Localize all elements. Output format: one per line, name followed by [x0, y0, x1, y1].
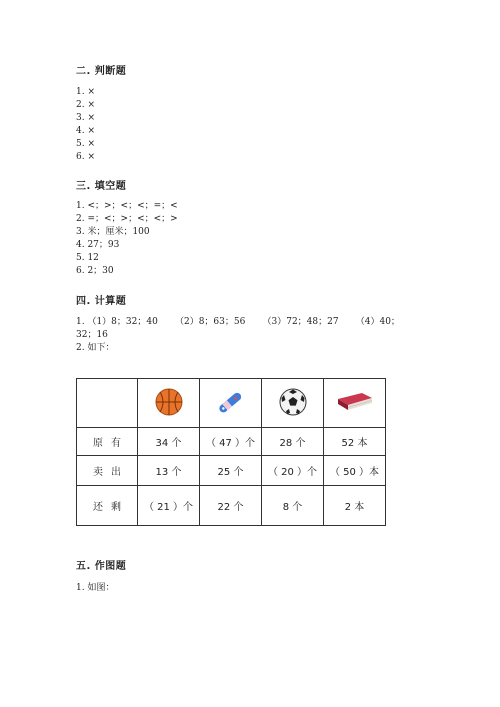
table-cell: （ 47 ）个: [200, 428, 262, 456]
table-cell: 28 个: [262, 428, 324, 456]
answer-line: 1. ×: [76, 87, 95, 97]
row-label: 卖出: [77, 456, 138, 486]
table-cell: 13 个: [138, 456, 200, 486]
answer-line: 2. 如下：: [76, 343, 115, 353]
header-cell: [138, 379, 200, 428]
header-cell: [200, 379, 262, 428]
table-cell: 52 本: [324, 428, 386, 456]
row-label: 原有: [77, 428, 138, 456]
answer-line: 4. ×: [76, 126, 95, 136]
soccer-ball-icon: [278, 387, 308, 417]
book-icon: [335, 389, 375, 415]
inventory-table: [76, 378, 386, 526]
table-cell: 25 个: [200, 456, 262, 486]
section-title-calculation: 四. 计算题: [76, 296, 127, 307]
answer-line: 1. （1）8；32；40 （2）8；63；56 （3）72；48；27 （4）40；: [76, 317, 400, 327]
answer-line: 3. 米；厘米；100: [76, 227, 150, 237]
table-cell: 8 个: [262, 486, 324, 526]
corner-cell: [77, 379, 138, 428]
answer-line: 3. ×: [76, 113, 95, 123]
row-label: 还剩: [77, 486, 138, 526]
section-title-fill-blank: 三. 填空题: [76, 181, 127, 192]
header-cell: [262, 379, 324, 428]
answer-line: 5. ×: [76, 139, 95, 149]
table-row: [77, 428, 386, 456]
table-cell: （ 50 ）本: [324, 456, 386, 486]
table-cell: （ 20 ）个: [262, 456, 324, 486]
table-header-row: [77, 379, 386, 428]
header-cell: [324, 379, 386, 428]
table-cell: 34 个: [138, 428, 200, 456]
toy-rocket-icon: [213, 387, 249, 417]
judgement-answers: [76, 86, 95, 164]
table-row: [77, 486, 386, 526]
table-row: [77, 456, 386, 486]
answer-line: 2. ×: [76, 100, 95, 110]
section-title-drawing: 五. 作图题: [76, 561, 127, 572]
answer-line: 6. ×: [76, 152, 95, 162]
answer-line: 6. 2；30: [76, 266, 114, 276]
answer-line: 4. 27；93: [76, 240, 120, 250]
calculation-answers: [76, 316, 400, 355]
section-title-judgement: 二. 判断题: [76, 66, 127, 77]
answer-line: 1. 如图：: [76, 583, 115, 593]
table-cell: 22 个: [200, 486, 262, 526]
answer-line: 1. <；>；<；<；=；<: [76, 201, 178, 211]
answer-line: 5. 12: [76, 253, 99, 263]
basketball-icon: [154, 387, 184, 417]
table-cell: 2 本: [324, 486, 386, 526]
answer-line: 32；16: [76, 330, 108, 340]
table-cell: （ 21 ）个: [138, 486, 200, 526]
fill-blank-answers: [76, 200, 178, 278]
answer-line: 2. =；<；>；<；<；>: [76, 214, 178, 224]
